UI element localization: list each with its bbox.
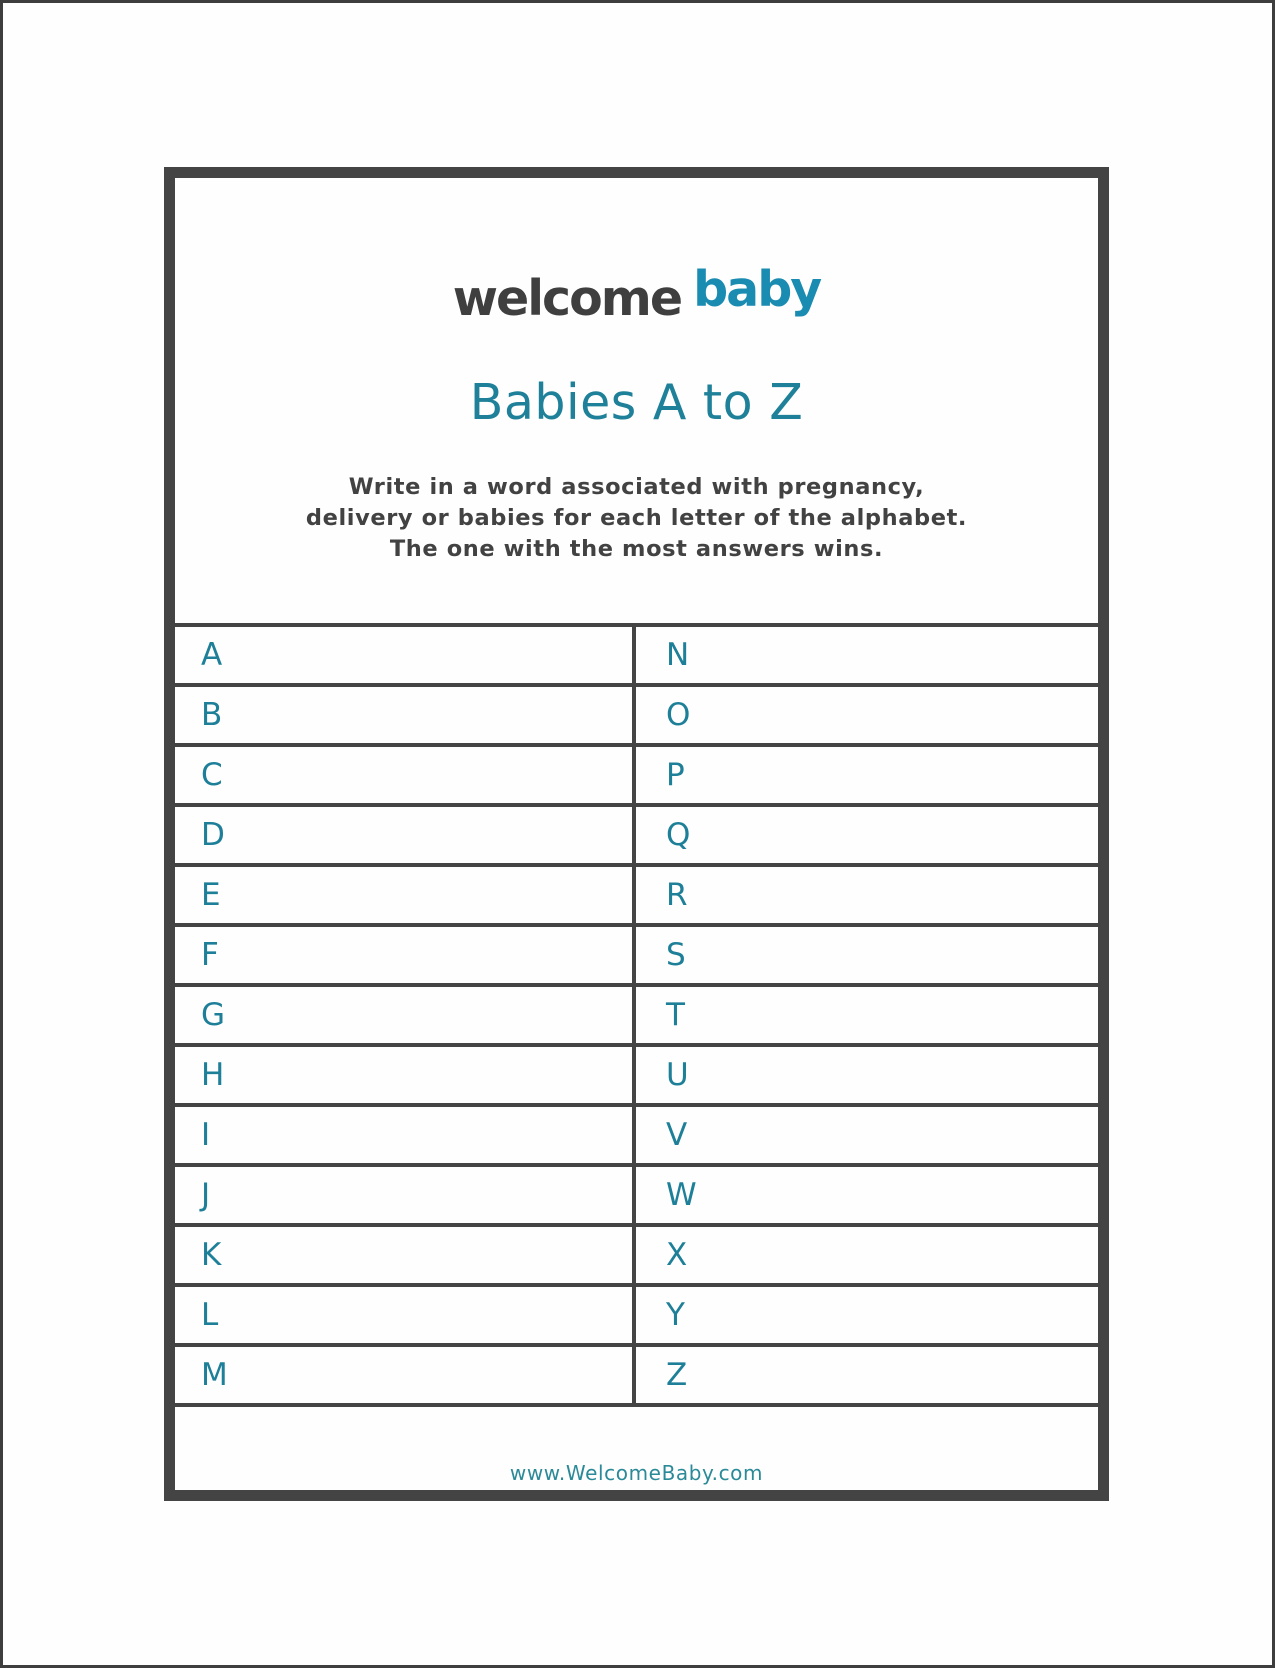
letter-label: B — [201, 697, 223, 733]
letter-label: V — [666, 1117, 688, 1153]
answer-cell-z[interactable] — [636, 1347, 1098, 1403]
answer-cell-a[interactable] — [175, 627, 636, 683]
grid-row — [175, 807, 1098, 867]
answer-cell-x[interactable] — [636, 1227, 1098, 1283]
answer-cell-t[interactable] — [636, 987, 1098, 1043]
answer-cell-w[interactable] — [636, 1167, 1098, 1223]
letter-label: I — [201, 1117, 211, 1153]
instructions — [175, 472, 1098, 565]
letter-label: L — [201, 1297, 219, 1333]
letter-label: T — [666, 997, 685, 1033]
letter-label: G — [201, 997, 226, 1033]
letter-label: W — [666, 1177, 697, 1213]
answer-cell-k[interactable] — [175, 1227, 636, 1283]
answer-cell-m[interactable] — [175, 1347, 636, 1403]
answer-cell-n[interactable] — [636, 627, 1098, 683]
answer-cell-e[interactable] — [175, 867, 636, 923]
grid-row — [175, 927, 1098, 987]
letter-label: H — [201, 1057, 225, 1093]
letter-label: X — [666, 1237, 688, 1273]
welcome-baby-logo — [175, 261, 1098, 327]
letter-label: M — [201, 1357, 228, 1393]
letter-label: F — [201, 937, 219, 973]
grid-row — [175, 1047, 1098, 1107]
letter-label: Z — [666, 1357, 688, 1393]
letter-label: N — [666, 637, 690, 673]
letter-label: U — [666, 1057, 689, 1093]
letter-label: A — [201, 637, 223, 673]
answer-cell-b[interactable] — [175, 687, 636, 743]
grid-row — [175, 1227, 1098, 1287]
grid-row — [175, 987, 1098, 1047]
grid-row — [175, 867, 1098, 927]
logo-word-welcome: welcome — [452, 270, 682, 327]
answer-cell-l[interactable] — [175, 1287, 636, 1343]
letter-label: R — [666, 877, 688, 913]
letter-label: D — [201, 817, 225, 853]
letter-label: Q — [666, 817, 691, 853]
answer-cell-f[interactable] — [175, 927, 636, 983]
logo-word-baby: baby — [693, 261, 821, 318]
letter-label: O — [666, 697, 691, 733]
letter-label: P — [666, 757, 685, 793]
answer-cell-d[interactable] — [175, 807, 636, 863]
answer-cell-r[interactable] — [636, 867, 1098, 923]
grid-row — [175, 687, 1098, 747]
answer-cell-c[interactable] — [175, 747, 636, 803]
answer-cell-i[interactable] — [175, 1107, 636, 1163]
grid-row — [175, 1287, 1098, 1347]
instructions-line: delivery or babies for each letter of the alphabet. — [305, 505, 968, 531]
answer-cell-p[interactable] — [636, 747, 1098, 803]
answer-cell-g[interactable] — [175, 987, 636, 1043]
instructions-line: Write in a word associated with pregnancy, — [348, 474, 925, 500]
grid-row — [175, 1347, 1098, 1407]
website-link: www.WelcomeBaby.com — [509, 1461, 764, 1485]
letter-label: C — [201, 757, 223, 793]
answer-cell-j[interactable] — [175, 1167, 636, 1223]
grid-row — [175, 1167, 1098, 1227]
answer-cell-s[interactable] — [636, 927, 1098, 983]
answer-cell-u[interactable] — [636, 1047, 1098, 1103]
grid-row — [175, 747, 1098, 807]
letter-label: K — [201, 1237, 222, 1273]
answer-cell-y[interactable] — [636, 1287, 1098, 1343]
answer-cell-v[interactable] — [636, 1107, 1098, 1163]
instructions-line: The one with the most answers wins. — [389, 536, 884, 562]
grid-row — [175, 1107, 1098, 1167]
letter-label: J — [201, 1177, 211, 1213]
game-card — [164, 167, 1109, 1501]
letter-label: Y — [666, 1297, 685, 1333]
alphabet-grid — [175, 623, 1098, 1407]
answer-cell-o[interactable] — [636, 687, 1098, 743]
letter-label: S — [666, 937, 686, 973]
page-title: Babies A to Z — [469, 374, 804, 431]
grid-row — [175, 627, 1098, 687]
letter-label: E — [201, 877, 221, 913]
answer-cell-h[interactable] — [175, 1047, 636, 1103]
answer-cell-q[interactable] — [636, 807, 1098, 863]
